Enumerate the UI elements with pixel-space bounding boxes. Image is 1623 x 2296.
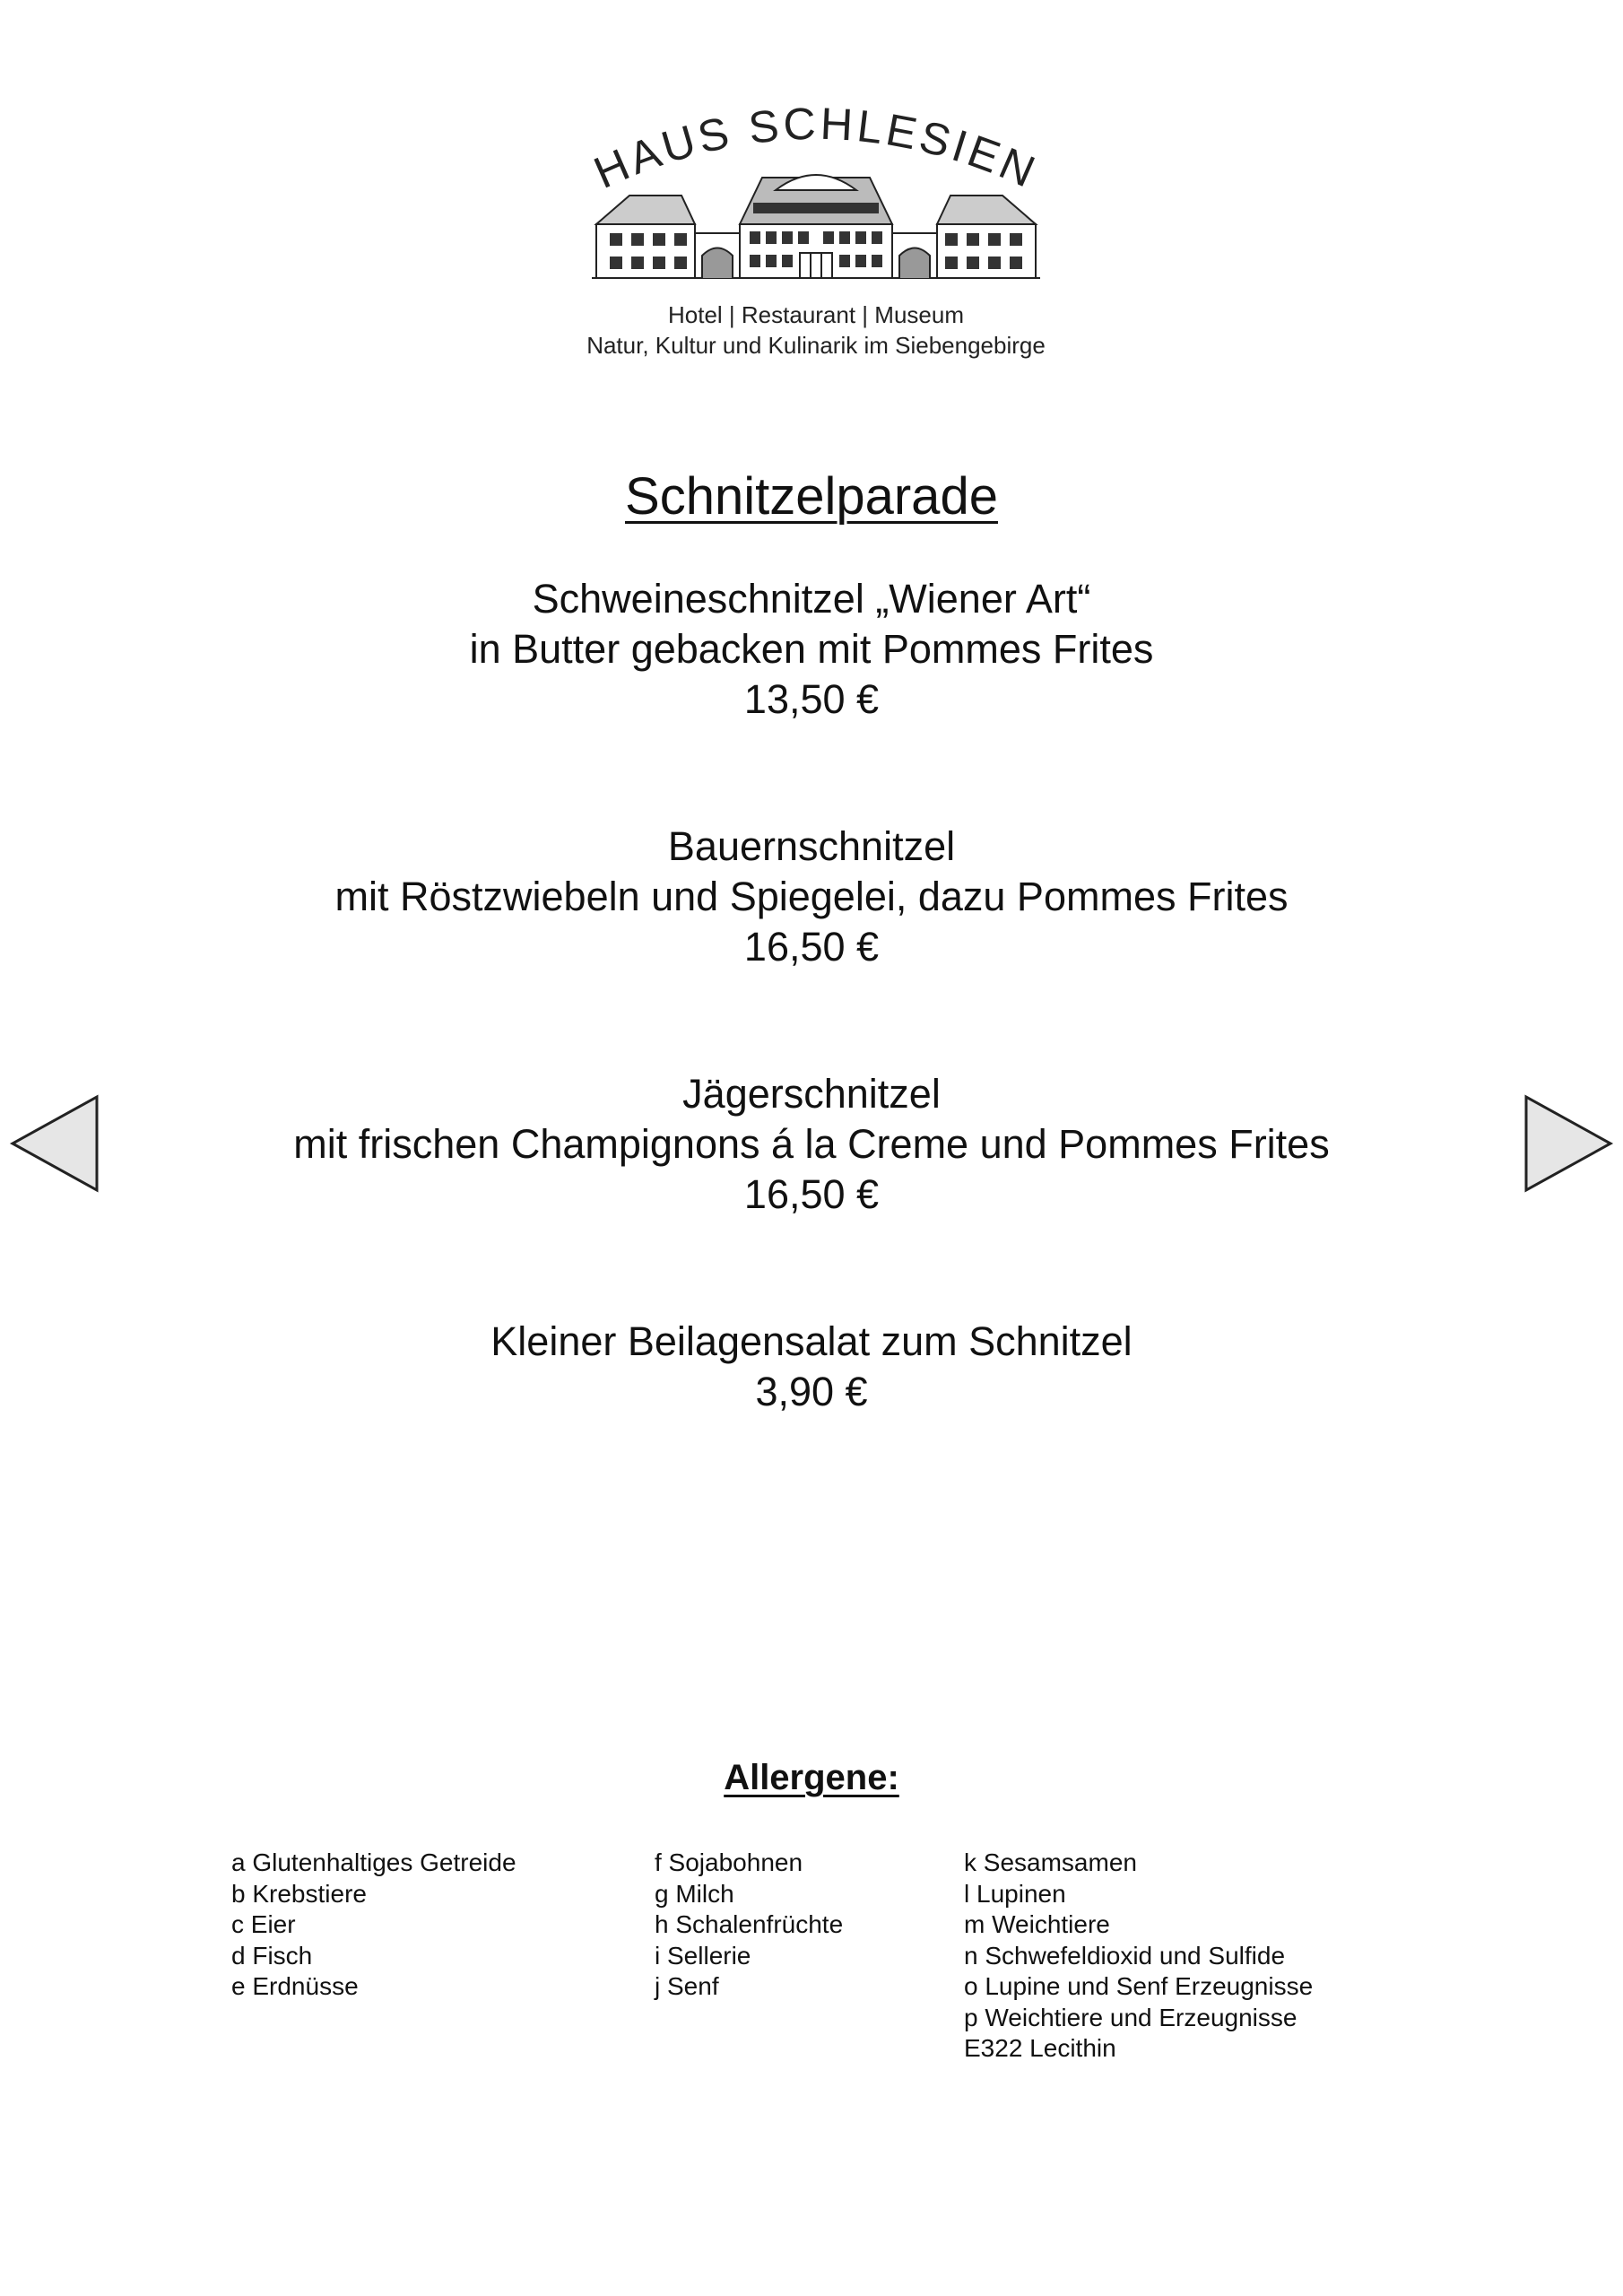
next-page-button[interactable] [1517, 1090, 1616, 1197]
menu-item [0, 1317, 1623, 1417]
menu-item-price: 16,50 € [743, 1171, 880, 1217]
allergens-heading: Allergene: [724, 1758, 899, 1797]
logo-graphic [574, 90, 1058, 296]
allergen-entry: k Sesamsamen [964, 1848, 1137, 1876]
menu-item-name: Bauernschnitzel [667, 823, 956, 869]
menu-item-price: 16,50 € [743, 924, 880, 970]
allergen-entry: n Schwefeldioxid und Sulfide [964, 1941, 1286, 1970]
triangle-left-icon [7, 1090, 106, 1197]
allergen-entry: e Erdnüsse [231, 1972, 359, 2000]
allergen-entry: j Senf [655, 1972, 719, 2000]
menu-item [0, 574, 1623, 725]
allergen-entry: l Lupinen [964, 1879, 1066, 1908]
allergen-entry: h Schalenfrüchte [655, 1910, 844, 1938]
allergen-entry: a Glutenhaltiges Getreide [231, 1848, 516, 1876]
menu-item-name: Jägerschnitzel [682, 1071, 941, 1117]
allergen-entry: b Krebstiere [231, 1879, 367, 1908]
page-title: Schnitzelparade [625, 467, 998, 526]
allergen-entry: o Lupine und Senf Erzeugnisse [964, 1972, 1314, 2000]
menu-item [0, 822, 1623, 972]
menu-item-price: 13,50 € [743, 676, 880, 722]
previous-page-button[interactable] [7, 1090, 106, 1197]
allergen-entry: i Sellerie [655, 1941, 751, 1970]
allergen-entry: p Weichtiere und Erzeugnisse [964, 2003, 1298, 2031]
allergens-column-2 [655, 1848, 843, 2003]
logo-subtitle-1: Hotel | Restaurant | Museum [668, 301, 964, 328]
logo-subtitle-2: Natur, Kultur und Kulinarik im Siebengebirge [586, 332, 1046, 359]
menu-item-description: in Butter gebacken mit Pommes Frites [469, 626, 1154, 672]
allergen-entry: d Fisch [231, 1941, 313, 1970]
menu-item-description: mit Röstzwiebeln und Spiegelei, dazu Pommes Frites [334, 874, 1289, 919]
allergen-entry: f Sojabohnen [655, 1848, 803, 1876]
allergen-entry: E322 Lecithin [964, 2034, 1116, 2062]
menu-item [0, 1069, 1623, 1220]
allergens-column-3 [964, 1848, 1313, 2065]
menu-item-description: mit frischen Champignons á la Creme und Pommes Frites [293, 1121, 1330, 1167]
menu-item-name: Kleiner Beilagensalat zum Schnitzel [490, 1318, 1133, 1364]
menu-item-name: Schweineschnitzel „Wiener Art“ [532, 576, 1091, 622]
menu-item-price: 3,90 € [755, 1369, 868, 1414]
triangle-right-icon [1517, 1090, 1616, 1197]
allergens-column-1 [231, 1848, 516, 2003]
allergen-entry: c Eier [231, 1910, 296, 1938]
logo-name-lettering: HAUS SCHLESIEN [586, 98, 1046, 198]
allergen-entry: m Weichtiere [964, 1910, 1110, 1938]
allergen-entry: g Milch [655, 1879, 734, 1908]
logo [574, 90, 1058, 368]
